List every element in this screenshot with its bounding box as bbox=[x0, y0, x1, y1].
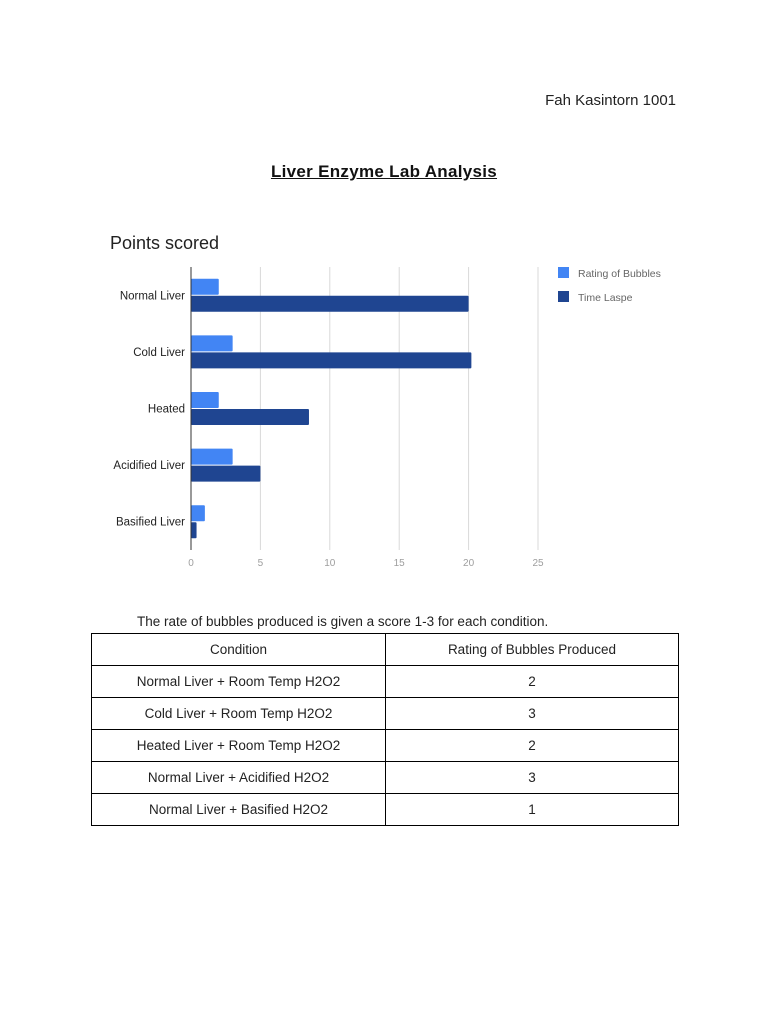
bar bbox=[191, 279, 219, 295]
cell-condition: Cold Liver + Room Temp H2O2 bbox=[92, 698, 386, 730]
cell-rating: 3 bbox=[386, 698, 679, 730]
bar-chart bbox=[100, 225, 680, 585]
bar bbox=[191, 392, 219, 408]
cell-condition: Normal Liver + Basified H2O2 bbox=[92, 794, 386, 826]
document-title: Liver Enzyme Lab Analysis bbox=[270, 162, 498, 181]
legend-swatch bbox=[558, 267, 569, 278]
cell-rating: 1 bbox=[386, 794, 679, 826]
bar bbox=[191, 505, 205, 521]
table-caption: The rate of bubbles produced is given a score 1-3 for each condition. bbox=[137, 614, 549, 629]
results-table bbox=[91, 633, 679, 826]
x-tick-label: 10 bbox=[324, 558, 336, 569]
bar bbox=[191, 522, 197, 538]
cell-rating: 3 bbox=[386, 762, 679, 794]
table-row bbox=[92, 730, 679, 762]
bar bbox=[191, 409, 309, 425]
chart-title: Points scored bbox=[110, 233, 220, 253]
x-tick-label: 25 bbox=[532, 558, 544, 569]
x-tick-label: 15 bbox=[393, 558, 405, 569]
bar bbox=[191, 449, 233, 465]
cell-condition: Normal Liver + Room Temp H2O2 bbox=[92, 666, 386, 698]
author-name: Fah Kasintorn 1001 bbox=[545, 92, 676, 109]
category-label: Cold Liver bbox=[133, 346, 185, 359]
category-label: Normal Liver bbox=[119, 290, 185, 303]
table-row bbox=[92, 762, 679, 794]
x-tick-label: 20 bbox=[463, 558, 475, 569]
bar bbox=[191, 352, 471, 368]
category-label: Basified Liver bbox=[115, 516, 185, 529]
legend-label: Rating of Bubbles bbox=[578, 268, 661, 280]
bar bbox=[191, 296, 469, 312]
bar bbox=[191, 466, 260, 482]
legend-label: Time Laspe bbox=[578, 292, 633, 304]
header-condition: Condition bbox=[92, 634, 386, 666]
cell-rating: 2 bbox=[386, 730, 679, 762]
chart-svg bbox=[100, 225, 680, 585]
table-row bbox=[92, 794, 679, 826]
legend-swatch bbox=[558, 291, 569, 302]
header-rating: Rating of Bubbles Produced bbox=[386, 634, 679, 666]
category-label: Heated bbox=[147, 403, 185, 416]
x-tick-label: 0 bbox=[188, 558, 194, 569]
cell-condition: Normal Liver + Acidified H2O2 bbox=[92, 762, 386, 794]
table-header-row bbox=[92, 634, 679, 666]
cell-rating: 2 bbox=[386, 666, 679, 698]
table-row bbox=[92, 698, 679, 730]
table-row bbox=[92, 666, 679, 698]
cell-condition: Heated Liver + Room Temp H2O2 bbox=[92, 730, 386, 762]
x-tick-label: 5 bbox=[257, 558, 264, 569]
bar bbox=[191, 335, 233, 351]
category-label: Acidified Liver bbox=[113, 460, 185, 473]
